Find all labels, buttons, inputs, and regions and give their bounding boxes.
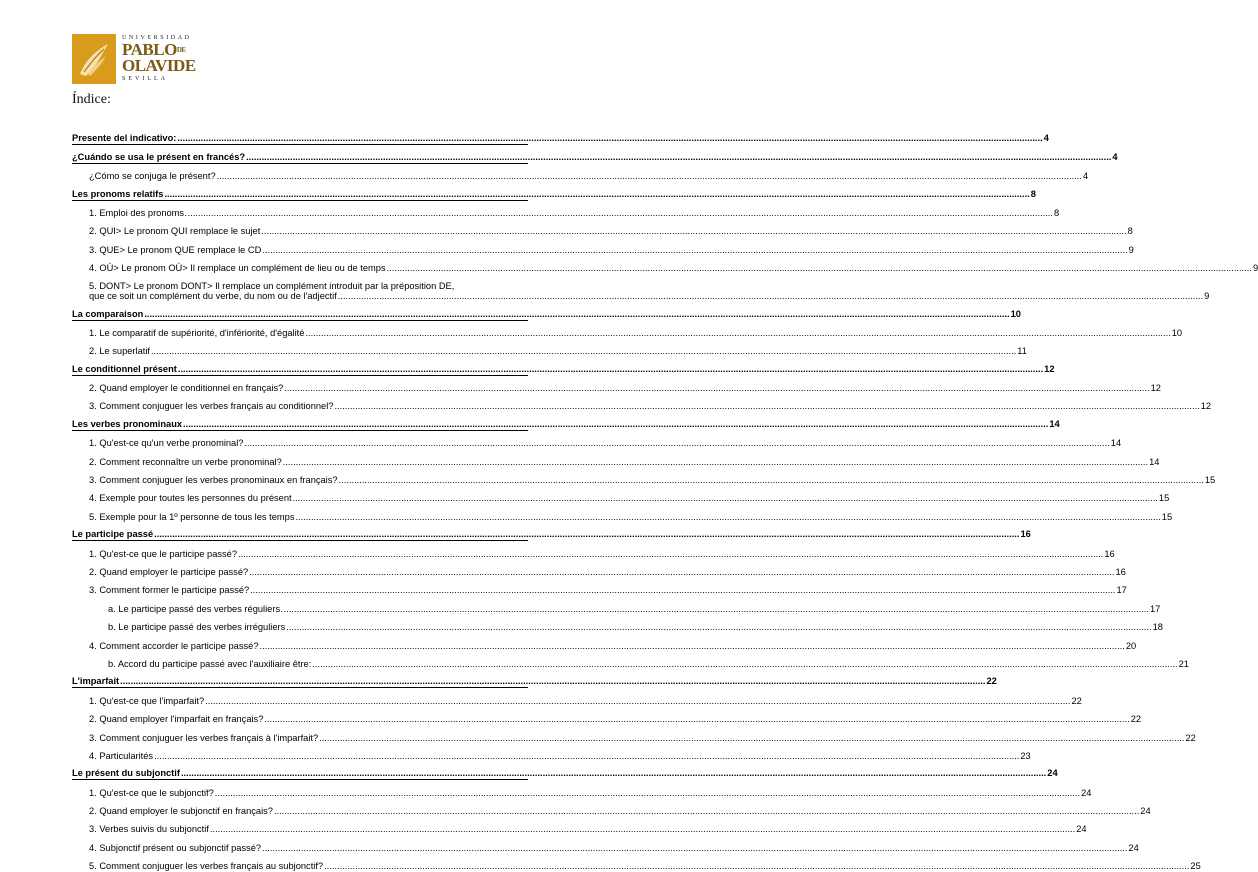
toc-entry-label: 4. Exemple pour toutes les personnes du présent <box>89 493 292 504</box>
toc-section-entry[interactable] <box>72 357 1055 375</box>
toc-entry-label: 2. Quand employer l'imparfait en français? <box>89 714 264 725</box>
toc-entry-label: 4. Comment accorder le participe passé? <box>89 640 259 651</box>
toc-subsection-entry[interactable] <box>72 504 1173 522</box>
toc-entry-label: 5. DONT> Le pronom DONT> Il remplace un complément introduit par la préposition DE, <box>89 281 455 292</box>
toc-entry-label: a. Le participe passé des verbes réguliers. <box>108 603 283 614</box>
toc-page-number: 22 <box>1071 695 1082 706</box>
toc-entry-label: ¿Cuándo se usa le présent en francés? <box>72 151 246 162</box>
toc-entry-label: 2. Le superlatif <box>89 346 150 357</box>
toc-page-number: 17 <box>1149 603 1161 614</box>
toc-page-number: 8 <box>1127 226 1133 237</box>
toc-section-entry[interactable] <box>72 412 1060 430</box>
toc-dot-leader <box>262 245 1127 255</box>
toc-subsection-entry[interactable] <box>72 835 1139 853</box>
toc-subsection-entry[interactable] <box>72 560 1126 578</box>
logo-pablo: PABLO <box>122 40 177 59</box>
toc-page-number: 24 <box>1047 768 1058 779</box>
toc-page-number: 16 <box>1115 566 1126 577</box>
toc-page-number: 11 <box>1017 346 1027 357</box>
toc-entry-label: 3. Verbes suivis du subjonctif <box>89 824 209 835</box>
toc-dot-leader <box>312 659 1177 669</box>
toc-page-number: 16 <box>1020 529 1031 540</box>
toc-section-entry[interactable] <box>72 182 1036 200</box>
toc-dot-leader <box>154 529 1019 539</box>
toc-subsection-entry[interactable] <box>72 486 1170 504</box>
toc-section-entry[interactable] <box>72 302 1021 320</box>
toc-page-number: 17 <box>1116 585 1127 596</box>
toc-dot-leader <box>293 493 1158 503</box>
toc-page-number: 4 <box>1082 171 1089 182</box>
toc-page-number: 22 <box>1185 732 1196 743</box>
toc-entry-label: Le conditionnel présent <box>72 363 177 374</box>
toc-entry-label: 3. Comment former le participe passé? <box>89 585 250 596</box>
toc-page-number: 15 <box>1158 493 1170 504</box>
toc-subsection-entry[interactable] <box>72 780 1092 798</box>
toc-subsection-entry[interactable] <box>72 468 1216 486</box>
logo-emblem-icon <box>72 34 116 84</box>
toc-entry-label: 3. Comment conjuguer les verbes pronominaux en français? <box>89 475 338 486</box>
toc-dot-leader <box>177 133 1042 143</box>
logo-bottom-text: SEVILLA <box>122 76 168 82</box>
toc-dot-leader <box>262 843 1127 853</box>
toc-dot-leader <box>210 824 1075 834</box>
toc-entry-label: Les pronoms relatifs <box>72 188 164 199</box>
toc-section-entry[interactable] <box>72 762 1058 780</box>
toc-page-number: 10 <box>1010 308 1021 319</box>
toc-page-number: 8 <box>1053 207 1060 218</box>
toc-page-number: 24 <box>1076 824 1087 835</box>
toc-entry-label: 3. Comment conjuguer les verbes français au conditionnel? <box>89 401 334 412</box>
toc-dot-leader <box>261 226 1126 236</box>
toc-entry-label: b. Accord du participe passé avec l'auxiliaire être: <box>108 658 312 669</box>
toc-entry-label: ¿Cómo se conjuga le présent? <box>89 171 216 182</box>
toc-subsection-entry[interactable] <box>72 725 1196 743</box>
toc-subsection-entry[interactable] <box>72 237 1134 255</box>
toc-entry-label: 4. Particularités <box>89 750 154 761</box>
toc-dot-leader <box>334 401 1199 411</box>
toc-page-number: 18 <box>1152 622 1163 633</box>
toc-dot-leader <box>144 309 1009 319</box>
toc-entry-label: Les verbes pronominaux <box>72 418 183 429</box>
toc-entry-label: 4. Subjonctif présent ou subjonctif passé? <box>89 842 262 853</box>
toc-dot-leader <box>339 475 1204 485</box>
toc-dot-leader <box>188 208 1053 218</box>
toc-entry-label: 1. Qu'est-ce que le subjonctif? <box>89 787 214 798</box>
toc-entry-label: Le participe passé <box>72 529 154 540</box>
toc-dot-leader <box>238 549 1103 559</box>
toc-entry-label: 5. Exemple pour la 1º personne de tous les temps <box>89 511 295 522</box>
toc-subsection-entry[interactable] <box>72 817 1087 835</box>
toc-section-entry[interactable] <box>72 127 1049 145</box>
toc-dot-leader <box>215 788 1080 798</box>
toc-section-entry[interactable] <box>72 523 1031 541</box>
toc-dot-leader <box>338 291 1203 301</box>
toc-subsection-entry[interactable] <box>72 321 1183 339</box>
toc-page-number: 10 <box>1171 327 1183 338</box>
toc-subsection-entry[interactable] <box>72 394 1212 412</box>
table-of-contents <box>72 127 1258 872</box>
toc-dot-leader <box>387 263 1252 273</box>
toc-subsection-entry[interactable] <box>72 274 1210 302</box>
toc-dot-leader <box>246 152 1111 162</box>
university-logo <box>72 34 202 86</box>
toc-subsection-entry[interactable] <box>72 615 1163 633</box>
toc-dot-leader <box>181 768 1046 778</box>
toc-entry-label: 3. QUE> Le pronom QUE remplace le CD <box>89 244 262 255</box>
toc-page-number: 12 <box>1200 401 1212 412</box>
toc-dot-leader <box>319 733 1184 743</box>
toc-page-number: 23 <box>1020 750 1031 761</box>
toc-entry-label: 5. Comment conjuguer les verbes français au subjonctif? <box>89 861 324 872</box>
toc-subsection-entry[interactable] <box>72 744 1031 762</box>
toc-dot-leader <box>217 171 1082 181</box>
toc-subsection-entry[interactable] <box>72 799 1151 817</box>
toc-entry-label: 4. OÙ> Le pronom OÙ> Il remplace un complément de lieu ou de temps <box>89 263 386 274</box>
logo-top-text: UNIVERSIDAD <box>122 35 192 41</box>
toc-dot-leader <box>295 512 1160 522</box>
toc-dot-leader <box>260 641 1125 651</box>
toc-entry-label: 1. Qu'est-ce que le participe passé? <box>89 548 238 559</box>
toc-page-number: 14 <box>1149 456 1160 467</box>
toc-subsection-entry[interactable] <box>72 854 1201 872</box>
toc-subsection-entry[interactable] <box>72 164 1089 182</box>
toc-dot-leader <box>120 676 985 686</box>
toc-entry-label: b. Le participe passé des verbes irréguliers <box>108 622 286 633</box>
toc-dot-leader <box>324 861 1189 871</box>
toc-page-number: 20 <box>1125 640 1137 651</box>
toc-subsection-entry[interactable] <box>72 633 1137 651</box>
toc-subsection-entry[interactable] <box>72 219 1133 237</box>
toc-dot-leader <box>305 328 1170 338</box>
toc-dot-leader <box>250 585 1115 595</box>
toc-page-number: 9 <box>1204 291 1210 302</box>
toc-entry-label: Le présent du subjonctif <box>72 768 180 779</box>
logo-wordmark <box>122 34 196 84</box>
toc-dot-leader <box>154 751 1019 761</box>
toc-page-number: 4 <box>1112 151 1118 162</box>
toc-entry-label: La comparaison <box>72 308 144 319</box>
toc-entry-label: L'imparfait <box>72 676 120 687</box>
toc-page-number: 14 <box>1110 438 1122 449</box>
toc-dot-leader <box>164 189 1029 199</box>
toc-dot-leader <box>244 438 1109 448</box>
toc-page-number: 22 <box>1130 714 1142 725</box>
toc-dot-leader <box>183 419 1048 429</box>
toc-page-number: 12 <box>1150 383 1161 394</box>
toc-section-entry[interactable] <box>72 145 1118 163</box>
toc-page-number: 4 <box>1043 133 1049 144</box>
toc-entry-label: 2. QUI> Le pronom QUI remplace le sujet <box>89 226 261 237</box>
toc-subsection-entry[interactable] <box>72 707 1142 725</box>
toc-subsection-entry[interactable] <box>72 201 1060 219</box>
toc-entry-label: 2. Quand employer le subjonctif en français? <box>89 806 273 817</box>
toc-page-number: 9 <box>1128 244 1134 255</box>
toc-subsection-entry[interactable] <box>72 688 1082 706</box>
toc-entry-label: 1. Emploi des pronoms. <box>89 207 187 218</box>
toc-page-number: 24 <box>1128 842 1139 853</box>
toc-dot-leader <box>284 604 1149 614</box>
toc-page-number: 15 <box>1161 511 1173 522</box>
toc-entry-label: Presente del indicativo: <box>72 133 177 144</box>
toc-entry-label-continued: que ce soit un complément du verbe, du nom ou de l'adjectif <box>89 291 337 302</box>
toc-dot-leader <box>264 714 1129 724</box>
toc-entry-label: 2. Quand employer le conditionnel en français? <box>89 383 284 394</box>
toc-subsection-entry[interactable] <box>72 652 1189 670</box>
toc-page-number: 24 <box>1140 806 1151 817</box>
logo-line2: OLAVIDE <box>122 56 196 75</box>
toc-subsection-entry[interactable] <box>72 541 1115 559</box>
toc-page-number: 25 <box>1190 861 1201 872</box>
toc-page-number: 9 <box>1252 263 1258 274</box>
toc-subsection-entry[interactable] <box>72 578 1127 596</box>
toc-section-entry[interactable] <box>72 670 997 688</box>
toc-page-number: 8 <box>1030 188 1036 199</box>
toc-entry-label: 3. Comment conjuguer les verbes français à l'imparfait? <box>89 732 319 743</box>
toc-page-number: 16 <box>1104 548 1115 559</box>
toc-page-number: 15 <box>1204 475 1216 486</box>
toc-dot-leader <box>178 364 1043 374</box>
toc-dot-leader <box>283 457 1148 467</box>
toc-dot-leader <box>205 696 1070 706</box>
toc-dot-leader <box>286 622 1151 632</box>
page-title: Índice: <box>72 92 111 107</box>
toc-page-number: 22 <box>986 676 997 687</box>
toc-dot-leader <box>249 567 1114 577</box>
toc-entry-label: 2. Quand employer le participe passé? <box>89 566 249 577</box>
toc-subsection-entry[interactable] <box>72 256 1258 274</box>
toc-dot-leader <box>151 346 1016 356</box>
toc-entry-label: 1. Qu'est-ce qu'un verbe pronominal? <box>89 438 244 449</box>
toc-page-number: 21 <box>1178 658 1189 669</box>
toc-page-number: 24 <box>1081 787 1092 798</box>
toc-page-number: 12 <box>1044 363 1055 374</box>
toc-entry-label: 2. Comment reconnaître un verbe pronominal? <box>89 456 282 467</box>
toc-dot-leader <box>284 383 1149 393</box>
toc-entry-label: 1. Le comparatif de supériorité, d'infériorité, d'égalité <box>89 327 305 338</box>
toc-dot-leader <box>274 806 1139 816</box>
toc-subsection-entry[interactable] <box>72 596 1161 614</box>
logo-de: DE <box>176 46 186 54</box>
toc-entry-label: 1. Qu'est-ce que l'imparfait? <box>89 695 205 706</box>
toc-subsection-entry[interactable] <box>72 376 1161 394</box>
toc-subsection-entry[interactable] <box>72 339 1027 357</box>
toc-subsection-entry[interactable] <box>72 449 1160 467</box>
toc-subsection-entry[interactable] <box>72 431 1122 449</box>
toc-page-number: 14 <box>1049 418 1060 429</box>
